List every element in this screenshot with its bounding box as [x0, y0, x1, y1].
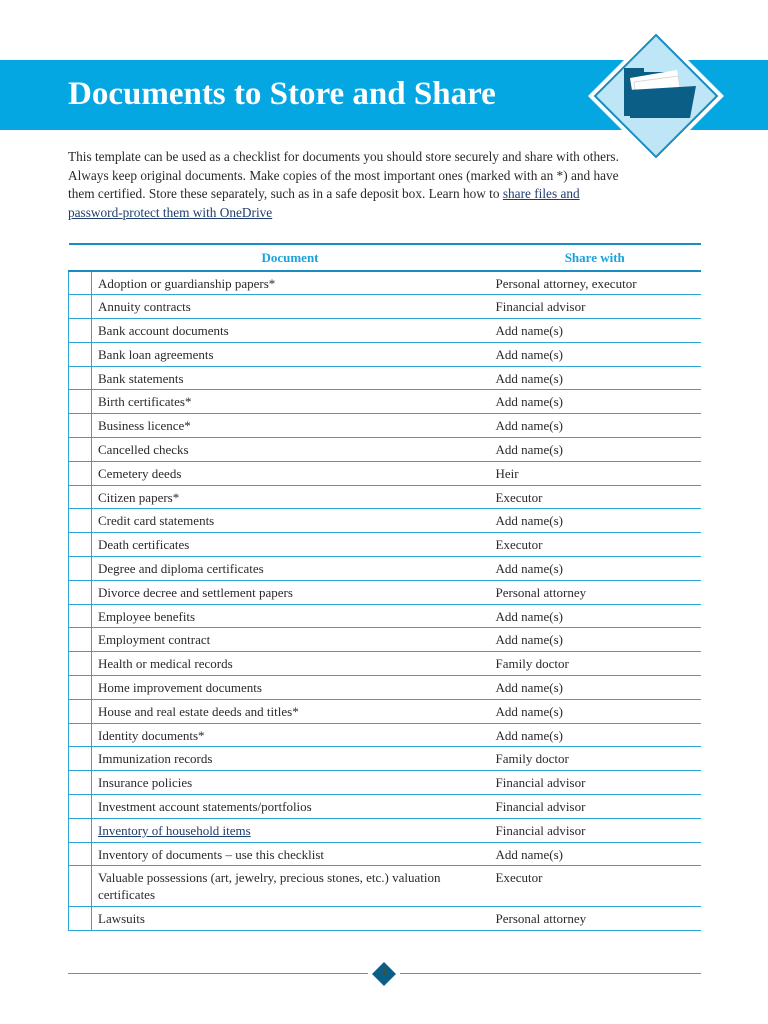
document-name: Cemetery deeds	[92, 461, 489, 485]
row-checkbox[interactable]	[69, 652, 92, 676]
document-name: Investment account statements/portfolios	[92, 795, 489, 819]
table-row	[69, 723, 702, 747]
share-with[interactable]: Heir	[489, 461, 702, 485]
table-row	[69, 533, 702, 557]
table-row	[69, 342, 702, 366]
row-checkbox[interactable]	[69, 485, 92, 509]
share-with[interactable]: Executor	[489, 866, 702, 907]
share-with[interactable]: Financial advisor	[489, 818, 702, 842]
share-with[interactable]: Add name(s)	[489, 676, 702, 700]
document-name: Degree and diploma certificates	[92, 557, 489, 581]
share-with[interactable]: Add name(s)	[489, 366, 702, 390]
document-name: Bank account documents	[92, 319, 489, 343]
documents-table	[68, 243, 701, 931]
document-name: Valuable possessions (art, jewelry, precious stones, etc.) valuation certificates	[92, 866, 489, 907]
row-checkbox[interactable]	[69, 747, 92, 771]
table-row	[69, 795, 702, 819]
share-with[interactable]: Personal attorney, executor	[489, 271, 702, 295]
share-with[interactable]: Add name(s)	[489, 842, 702, 866]
row-checkbox[interactable]	[69, 533, 92, 557]
row-checkbox[interactable]	[69, 319, 92, 343]
household-inventory-link[interactable]: Inventory of household items	[98, 822, 251, 838]
document-name: Health or medical records	[92, 652, 489, 676]
row-checkbox[interactable]	[69, 461, 92, 485]
share-with[interactable]: Add name(s)	[489, 699, 702, 723]
row-checkbox[interactable]	[69, 628, 92, 652]
table-row	[69, 604, 702, 628]
table-row	[69, 414, 702, 438]
table-row	[69, 557, 702, 581]
onedrive-share-link[interactable]: share files and password-protect them with OneDrive	[68, 186, 580, 221]
page-number: 1	[381, 966, 387, 978]
table-row	[69, 652, 702, 676]
row-checkbox[interactable]	[69, 295, 92, 319]
share-with[interactable]: Financial advisor	[489, 771, 702, 795]
share-with[interactable]: Add name(s)	[489, 628, 702, 652]
row-checkbox[interactable]	[69, 366, 92, 390]
table-row	[69, 295, 702, 319]
table-row	[69, 509, 702, 533]
table-row	[69, 319, 702, 343]
share-with[interactable]: Add name(s)	[489, 509, 702, 533]
document-name: Cancelled checks	[92, 438, 489, 462]
share-with[interactable]: Family doctor	[489, 652, 702, 676]
table-row	[69, 390, 702, 414]
table-row	[69, 842, 702, 866]
intro-text: This template can be used as a checklist for documents you should store securely and share with others. Always keep original documents. Make copies of the most important ones (marked with an *) and have them certified. Store these separately, such as in a safe deposit box. Learn how to	[68, 149, 619, 202]
document-name: Home improvement documents	[92, 676, 489, 700]
table-row	[69, 818, 702, 842]
footer-rule-right	[400, 973, 701, 974]
document-name: Death certificates	[92, 533, 489, 557]
row-checkbox[interactable]	[69, 414, 92, 438]
row-checkbox[interactable]	[69, 866, 92, 907]
table-row	[69, 676, 702, 700]
share-with-column-header: Share with	[489, 244, 702, 271]
footer-rule-left	[68, 973, 368, 974]
row-checkbox[interactable]	[69, 604, 92, 628]
share-with[interactable]: Add name(s)	[489, 604, 702, 628]
document-name: Annuity contracts	[92, 295, 489, 319]
document-name: Employment contract	[92, 628, 489, 652]
row-checkbox[interactable]	[69, 676, 92, 700]
row-checkbox[interactable]	[69, 818, 92, 842]
table-row	[69, 438, 702, 462]
row-checkbox[interactable]	[69, 580, 92, 604]
share-with[interactable]: Family doctor	[489, 747, 702, 771]
table-row	[69, 580, 702, 604]
row-checkbox[interactable]	[69, 771, 92, 795]
document-name: Lawsuits	[92, 907, 489, 931]
row-checkbox[interactable]	[69, 795, 92, 819]
document-name: Adoption or guardianship papers*	[92, 271, 489, 295]
table-header-row	[69, 244, 702, 271]
table-row	[69, 628, 702, 652]
document-name: Birth certificates*	[92, 390, 489, 414]
table-row	[69, 271, 702, 295]
share-with[interactable]: Personal attorney	[489, 580, 702, 604]
intro-paragraph	[68, 148, 628, 223]
document-name: Inventory of documents – use this checklist	[92, 842, 489, 866]
row-checkbox[interactable]	[69, 842, 92, 866]
folder-badge	[586, 26, 726, 166]
row-checkbox[interactable]	[69, 438, 92, 462]
row-checkbox[interactable]	[69, 390, 92, 414]
row-checkbox[interactable]	[69, 723, 92, 747]
share-with[interactable]: Financial advisor	[489, 795, 702, 819]
share-with[interactable]: Add name(s)	[489, 390, 702, 414]
document-name: Insurance policies	[92, 771, 489, 795]
document-name: Credit card statements	[92, 509, 489, 533]
table-row	[69, 461, 702, 485]
share-with[interactable]: Add name(s)	[489, 319, 702, 343]
share-with[interactable]: Personal attorney	[489, 907, 702, 931]
row-checkbox[interactable]	[69, 907, 92, 931]
document-name-cell	[92, 818, 489, 842]
document-name: House and real estate deeds and titles*	[92, 699, 489, 723]
table-row	[69, 699, 702, 723]
document-name: Business licence*	[92, 414, 489, 438]
share-with[interactable]: Add name(s)	[489, 557, 702, 581]
row-checkbox[interactable]	[69, 271, 92, 295]
document-name: Citizen papers*	[92, 485, 489, 509]
table-row	[69, 907, 702, 931]
row-checkbox[interactable]	[69, 509, 92, 533]
document-name: Bank statements	[92, 366, 489, 390]
page-title: Documents to Store and Share	[68, 76, 496, 112]
table-row	[69, 747, 702, 771]
document-name: Immunization records	[92, 747, 489, 771]
document-name: Employee benefits	[92, 604, 489, 628]
banner-arrow-icon	[735, 60, 768, 130]
table-row	[69, 366, 702, 390]
document-column-header: Document	[92, 244, 489, 271]
document-name: Bank loan agreements	[92, 342, 489, 366]
share-with[interactable]: Executor	[489, 533, 702, 557]
share-with[interactable]: Add name(s)	[489, 342, 702, 366]
table-row	[69, 485, 702, 509]
share-with[interactable]: Executor	[489, 485, 702, 509]
row-checkbox[interactable]	[69, 342, 92, 366]
checkbox-column-header	[69, 244, 92, 271]
document-name: Divorce decree and settlement papers	[92, 580, 489, 604]
share-with[interactable]: Add name(s)	[489, 723, 702, 747]
row-checkbox[interactable]	[69, 557, 92, 581]
table-row	[69, 866, 702, 907]
document-name: Identity documents*	[92, 723, 489, 747]
table-row	[69, 771, 702, 795]
row-checkbox[interactable]	[69, 699, 92, 723]
share-with[interactable]: Add name(s)	[489, 414, 702, 438]
share-with[interactable]: Add name(s)	[489, 438, 702, 462]
share-with[interactable]: Financial advisor	[489, 295, 702, 319]
